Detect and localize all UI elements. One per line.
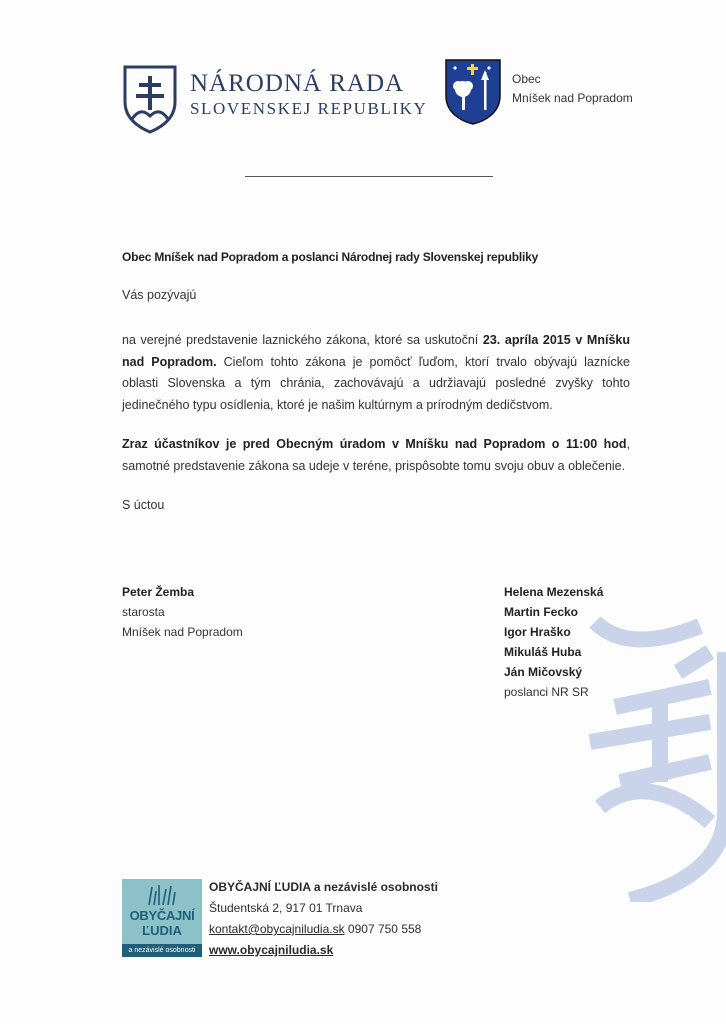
mp-name: Martin Fecko xyxy=(504,605,579,619)
logo-band: a nezávislé osobnosti xyxy=(122,944,202,957)
footer-title: OBYČAJNÍ ĽUDIA a nezávislé osobnosti xyxy=(209,880,438,894)
closing-text: S úctou xyxy=(122,498,165,512)
footer-contact xyxy=(209,922,421,936)
paragraph-2 xyxy=(122,434,630,477)
obycajni-ludia-logo-icon xyxy=(122,879,202,957)
paragraph-1-text-rest: Cieľom tohto zákona je pomôcť ľuďom, ktorí trvalo obývajú laznícke oblasti Slovenska a tým chránia, zachovávajú a udržiavajú posledné zvyšky tohto jedinečného typu osídlenia, ktoré je našim kultúrnym a prírodným dedičstvom. xyxy=(122,354,630,412)
invite-text: Vás pozývajú xyxy=(122,288,197,302)
paragraph-2-text: , samotné predstavenie zákona sa udeje v teréne, prispôsobte tomu svoju obuv a oblečenie. xyxy=(122,437,630,473)
header-divider xyxy=(245,176,493,177)
mayor-role: starosta xyxy=(122,605,165,619)
footer-address: Študentská 2, 917 01 Trnava xyxy=(209,901,363,915)
logo-word-2: ĽUDIA xyxy=(142,923,182,938)
phone-number: 0907 750 558 xyxy=(344,922,422,936)
mayor-name: Peter Žemba xyxy=(122,585,195,599)
grass-icon xyxy=(146,883,178,905)
slovak-cross-shield-icon xyxy=(122,64,178,134)
letter-heading: Obec Mníšek nad Popradom a poslanci Národnej rady Slovenskej republiky xyxy=(122,250,539,264)
municipality-name: Mníšek nad Popradom xyxy=(512,91,633,105)
mp-name: Mikuláš Huba xyxy=(504,645,582,659)
paragraph-1-text: na verejné predstavenie laznického zákona, ktoré sa uskutoční xyxy=(122,333,483,347)
mp-role: poslanci NR SR xyxy=(504,685,589,699)
mayor-place: Mníšek nad Popradom xyxy=(122,625,243,639)
website-link[interactable]: www.obycajniludia.sk xyxy=(209,943,334,957)
mp-name: Ján Mičovský xyxy=(504,665,583,679)
paragraph-1 xyxy=(122,330,630,416)
event-date-place: 23. apríla 2015 v Mníšku nad Popradom. xyxy=(122,333,630,369)
municipality-label: Obec xyxy=(512,72,541,86)
logo-word-1: OBYČAJNÍ xyxy=(129,908,195,923)
nrsr-title: NÁRODNÁ RADA xyxy=(190,70,405,97)
nrsr-subtitle: SLOVENSKEJ REPUBLIKY xyxy=(190,99,428,118)
mp-name: Igor Hraško xyxy=(504,625,571,639)
signature-right xyxy=(504,582,603,702)
signature-left xyxy=(122,582,243,642)
mp-name: Helena Mezenská xyxy=(504,585,604,599)
email-link[interactable]: kontakt@obycajniludia.sk xyxy=(209,922,345,936)
meeting-point: Zraz účastníkov je pred Obecným úradom v Mníšku nad Popradom o 11:00 hod xyxy=(122,437,627,451)
municipal-coat-of-arms-icon xyxy=(444,58,502,126)
